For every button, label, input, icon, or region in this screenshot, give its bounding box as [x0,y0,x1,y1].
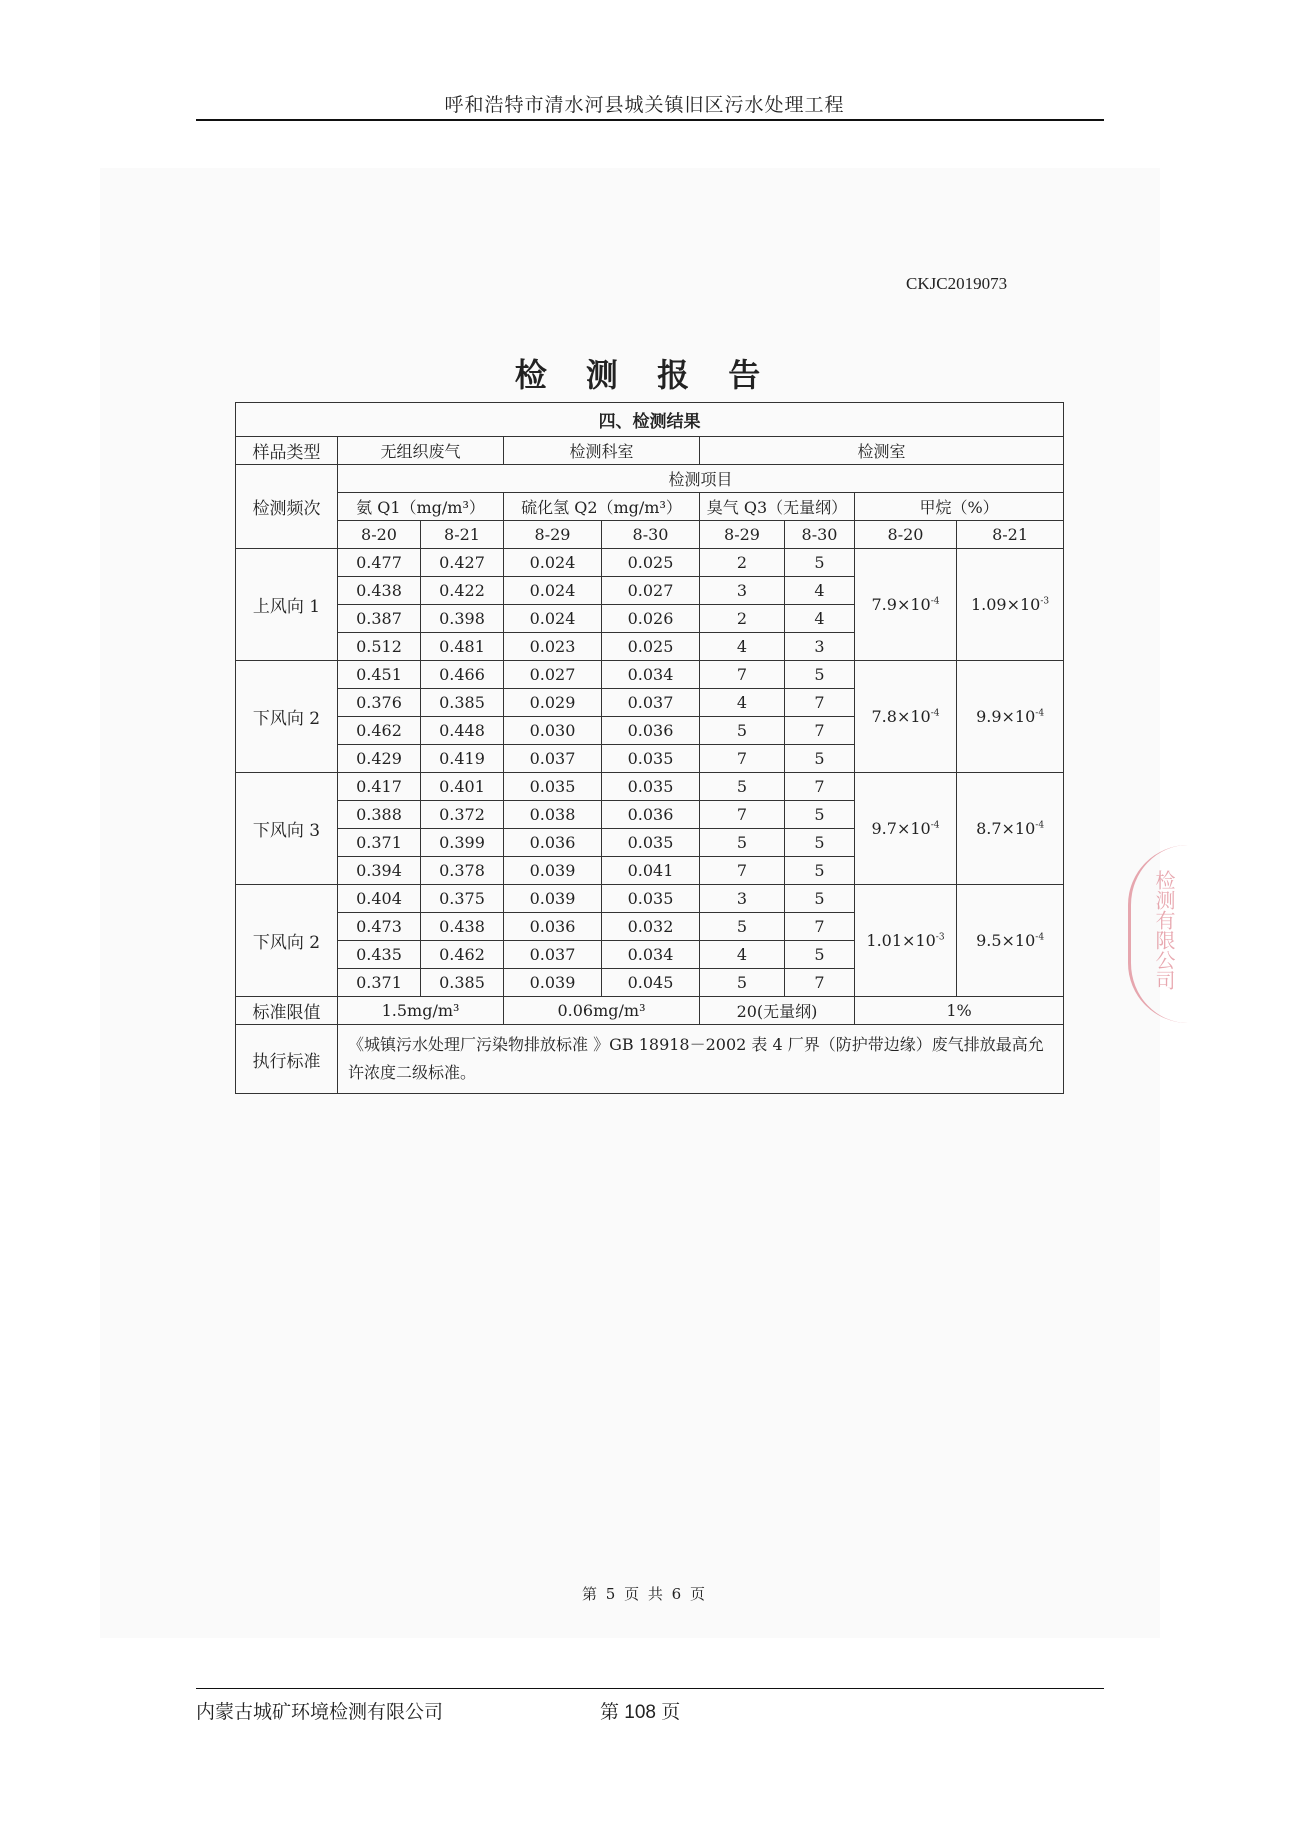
value-cell: 4 [785,605,855,633]
value-cell: 3 [785,633,855,661]
ammonia-header: 氨 Q1（mg/m³） [338,493,504,521]
date-cell: 8-21 [957,521,1064,549]
value-cell: 0.385 [421,689,504,717]
value-cell: 0.399 [421,829,504,857]
value-cell: 0.473 [338,913,421,941]
value-cell: 7 [785,689,855,717]
value-cell: 0.427 [421,549,504,577]
methane-exponent: -4 [930,820,940,831]
value-cell: 5 [700,829,785,857]
methane-value [855,549,957,661]
methane-exponent: -4 [1035,932,1045,943]
sample-type-value: 无组织废气 [338,437,504,465]
methane-value [957,773,1064,885]
value-cell: 5 [785,661,855,689]
value-cell: 0.388 [338,801,421,829]
results-table [235,402,1064,1094]
value-cell: 0.438 [421,913,504,941]
stamp-text: 检测有限公司 [1152,870,1176,990]
value-cell: 0.438 [338,577,421,605]
methane-exponent: -4 [1035,708,1045,719]
value-cell: 5 [785,549,855,577]
footer-company: 内蒙古城矿环境检测有限公司 [196,1702,444,1723]
value-cell: 0.398 [421,605,504,633]
methane-exponent: -3 [1040,596,1050,607]
methane-base: 9.5×10 [976,931,1036,950]
methane-exponent: -4 [930,708,940,719]
value-cell: 0.045 [602,969,700,997]
date-cell: 8-20 [338,521,421,549]
value-cell: 0.035 [504,773,602,801]
limit-value: 1.5mg/m³ [338,997,504,1025]
standard-label: 执行标准 [236,1025,338,1094]
frequency-label: 检测频次 [236,465,338,549]
value-cell: 0.387 [338,605,421,633]
value-cell: 0.026 [602,605,700,633]
value-cell: 0.039 [504,857,602,885]
value-cell: 0.371 [338,969,421,997]
location-label: 下风向 2 [236,661,338,773]
value-cell: 0.394 [338,857,421,885]
value-cell: 0.035 [602,745,700,773]
value-cell: 0.378 [421,857,504,885]
value-cell: 0.034 [602,661,700,689]
methane-value [957,549,1064,661]
location-label: 上风向 1 [236,549,338,661]
value-cell: 5 [785,941,855,969]
value-cell: 4 [700,633,785,661]
methane-value [957,885,1064,997]
value-cell: 0.448 [421,717,504,745]
value-cell: 0.451 [338,661,421,689]
header-rule [196,119,1104,121]
value-cell: 4 [700,941,785,969]
report-number: CKJC2019073 [906,274,1008,293]
section-title: 四、检测结果 [236,403,1064,437]
standard-row [236,1025,1064,1094]
value-cell: 0.481 [421,633,504,661]
methane-value [957,661,1064,773]
value-cell: 3 [700,885,785,913]
value-cell: 0.401 [421,773,504,801]
value-cell: 0.039 [504,969,602,997]
value-cell: 0.037 [602,689,700,717]
lab-label: 检测科室 [504,437,700,465]
odor-header: 臭气 Q3（无量纲） [700,493,855,521]
value-cell: 0.385 [421,969,504,997]
methane-base: 7.8×10 [871,707,931,726]
methane-base: 9.9×10 [976,707,1036,726]
lab-value: 检测室 [700,437,1064,465]
value-cell: 7 [700,801,785,829]
value-cell: 0.035 [602,885,700,913]
value-cell: 7 [700,661,785,689]
table-row [236,549,1064,577]
methane-base: 1.01×10 [866,931,936,950]
value-cell: 5 [700,913,785,941]
value-cell: 0.037 [504,745,602,773]
value-cell: 5 [700,717,785,745]
footer-page: 第 108 页 [600,1702,681,1723]
value-cell: 0.024 [504,577,602,605]
value-cell: 0.429 [338,745,421,773]
value-cell: 5 [785,745,855,773]
value-cell: 3 [700,577,785,605]
footer-rule [196,1688,1104,1689]
location-label: 下风向 2 [236,885,338,997]
value-cell: 0.371 [338,829,421,857]
value-cell: 0.477 [338,549,421,577]
value-cell: 0.376 [338,689,421,717]
value-cell: 7 [785,773,855,801]
value-cell: 5 [785,801,855,829]
value-cell: 0.025 [602,633,700,661]
methane-value [855,661,957,773]
location-label: 下风向 3 [236,773,338,885]
value-cell: 2 [700,605,785,633]
value-cell: 0.035 [602,773,700,801]
value-cell: 0.435 [338,941,421,969]
methane-value [855,773,957,885]
date-cell: 8-30 [785,521,855,549]
value-cell: 0.034 [602,941,700,969]
value-cell: 0.023 [504,633,602,661]
table-row [236,661,1064,689]
methane-base: 9.7×10 [871,819,931,838]
value-cell: 5 [700,773,785,801]
value-cell: 0.512 [338,633,421,661]
limit-value: 1% [855,997,1064,1025]
methane-value [855,885,957,997]
methane-base: 1.09×10 [970,595,1041,614]
value-cell: 7 [700,745,785,773]
methane-exponent: -3 [935,932,945,943]
h2s-header: 硫化氢 Q2（mg/m³） [504,493,700,521]
methane-exponent: -4 [930,596,940,607]
date-cell: 8-30 [602,521,700,549]
sample-type-label: 样品类型 [236,437,338,465]
value-cell: 5 [785,857,855,885]
value-cell: 5 [700,969,785,997]
value-cell: 7 [785,717,855,745]
value-cell: 0.037 [504,941,602,969]
value-cell: 0.024 [504,605,602,633]
value-cell: 0.029 [504,689,602,717]
page-header: 呼和浩特市清水河县城关镇旧区污水处理工程 [444,94,845,116]
methane-base: 8.7×10 [976,819,1036,838]
methane-header: 甲烷（%） [855,493,1064,521]
page-number: 第 5 页 共 6 页 [582,1585,707,1603]
value-cell: 0.462 [421,941,504,969]
value-cell: 0.375 [421,885,504,913]
value-cell: 0.032 [602,913,700,941]
value-cell: 0.025 [602,549,700,577]
value-cell: 0.466 [421,661,504,689]
table-row [236,885,1064,913]
value-cell: 0.030 [504,717,602,745]
value-cell: 7 [785,969,855,997]
limit-value: 0.06mg/m³ [504,997,700,1025]
value-cell: 0.404 [338,885,421,913]
value-cell: 4 [785,577,855,605]
items-label: 检测项目 [338,465,1064,493]
value-cell: 0.417 [338,773,421,801]
value-cell: 0.024 [504,549,602,577]
value-cell: 7 [700,857,785,885]
standard-text: 《城镇污水处理厂污染物排放标准 》GB 18918－2002 表 4 厂界（防护带边缘）废气排放最高允许浓度二级标准。 [338,1025,1064,1094]
value-cell: 0.038 [504,801,602,829]
report-title: 检 测 报 告 [514,356,775,394]
limits-row [236,997,1064,1025]
value-cell: 0.462 [338,717,421,745]
value-cell: 0.372 [421,801,504,829]
value-cell: 0.041 [602,857,700,885]
limit-value: 20(无量纲) [700,997,855,1025]
value-cell: 0.039 [504,885,602,913]
value-cell: 0.027 [504,661,602,689]
date-cell: 8-29 [504,521,602,549]
value-cell: 4 [700,689,785,717]
value-cell: 0.419 [421,745,504,773]
date-cell: 8-21 [421,521,504,549]
value-cell: 0.036 [504,913,602,941]
date-cell: 8-29 [700,521,785,549]
limit-label: 标准限值 [236,997,338,1025]
value-cell: 0.036 [602,801,700,829]
date-cell: 8-20 [855,521,957,549]
value-cell: 2 [700,549,785,577]
value-cell: 5 [785,829,855,857]
value-cell: 0.027 [602,577,700,605]
methane-exponent: -4 [1035,820,1045,831]
table-row [236,773,1064,801]
value-cell: 0.035 [602,829,700,857]
value-cell: 5 [785,885,855,913]
value-cell: 7 [785,913,855,941]
value-cell: 0.422 [421,577,504,605]
value-cell: 0.036 [602,717,700,745]
value-cell: 0.036 [504,829,602,857]
methane-base: 7.9×10 [871,595,931,614]
